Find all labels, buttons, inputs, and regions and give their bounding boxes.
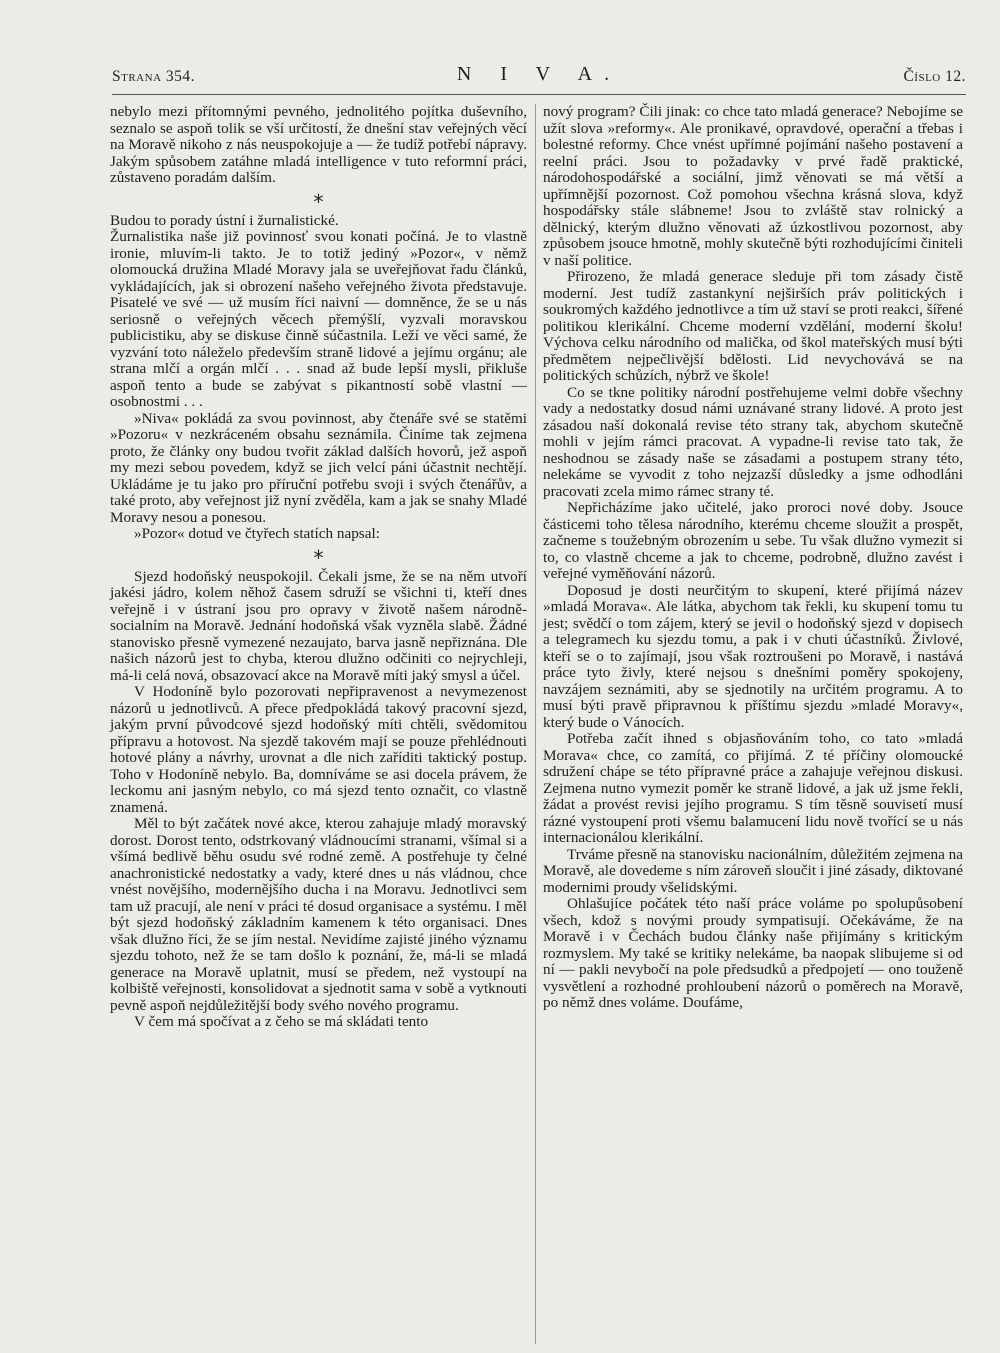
paragraph: Žurnalistika naše již povinnosť svou konati počíná. Je to vlastně ironie, mluvím-li takto. Je to totiž jediný »Pozor«, v němž olomoucká družina Mladé Moravy jala se uveřejňovat řadu článků, vykládajících, jak si obrození našeho veřejného života představuje. Pisatelé ve své — už musím říci naivní — domněnce, že se u nás seriosně o veřejných věcech přemýšlí, vyzvali moravskou publicistiku, aby se diskuse činně súčastnila. Leží ve věci samé, že vyzvání toto náleželo především straně lidové a jejímu orgánu; ale strana mlčí a orgán mlčí . . . snad až bude lepší mysli, přikluše aspoň tento a bude se zabývat s pikantností sobě vlastní — osobnostmi . . . [110, 228, 527, 410]
paragraph: V Hodoníně bylo pozorovati nepřipravenost a nevymezenost názorů u jednotlivců. A přece předpokládá takový pracovní sjezd, jakým první původcové sjezd hodoňský míti chtěli, svědomitou přípravu a hotovost. Na sjezdě takovém mají se pouze přehlédnouti hotové plány a návrhy, urovnat a dle nich zaříditi taktický postup. Toho v Hodoníně nebylo. Ba, domníváme se asi docela právem, že leckomu ani jasným nebylo, co má sjezd tento označit, co vlastně znamená. [110, 683, 527, 816]
section-separator-star: * [313, 189, 324, 214]
right-column [543, 104, 963, 1012]
paragraph: nebylo mezi přítomnými pevného, jednolitého pojítka duševního, seznalo se aspoň tolik se vší určitostí, že dnešní stav veřejných věcí na Moravě nikoho z nás neuspokojuje a — že tudíž potřebí nápravy. Jakým spůsobem zatáhne mladá intelligence v tuto reformní práci, zůstaveno poradám dalším. [110, 103, 527, 186]
paragraph: Nepřicházíme jako učitelé, jako proroci nové doby. Jsouce částicemi toho tělesa národního, kterému chceme sloužit a prospět, začneme s toužebným obrozením u sebe. Tu však dlužno vymezit si to, co vlastně chceme a jak to chceme, podrobně, dlužno zavést i veřejné vyměňování názorů. [543, 499, 963, 582]
paragraph: Ohlašujíce počátek této naší práce voláme po spolupůsobení všech, kdož s novými proudy sympatisují. Očekáváme, že na Moravě i v Čechách budou články naše přijímány s kritickým rozmyslem. My také se kritiky nelekáme, ba naopak slibujeme si od ní — pakli nevybočí na pole předsudků a předpojetí — ono touženě vysvětlení a rozhodné prohloubení názorů o poměrech na Moravě, po němž dnes voláme. Doufáme, [543, 895, 963, 1011]
paragraph: Doposud je dosti neurčitým to skupení, které přijímá název »mladá Morava«. Ale látka, abychom tak řekli, ku skupení tomu tu jest; svědčí o tom zájem, který se jevil o hodoňský sjezd v dopisech a telegramech ku sjezdu tomu, a pak i v chuti účastníků. Živlové, kteří se o to zajímají, jsou však roztroušeni po Moravě, i nastává práce tyto živly, které nejsou s dnešními poměry spokojeny, navzájem seznámiti, aby se sjednotily na určitém programu. A to musí býti pravě připravnou k příštímu sjezdu »mladé Moravy«, který bude o Vánocích. [543, 581, 963, 731]
paragraph: »Niva« pokládá za svou povinnost, aby čtenáře své se statěmi »Pozoru« v nezkráceném obsahu seznámila. Činíme tak zejmena proto, že články ony budou tvořit základ dalších hovorů, jež aspoň my mezi sebou povedem, když se jich velcí páni účastnit nechtějí. Ukládáme je tu jako pro příruční potřebu svoji i svých čtenářův, a také proto, aby veřejnost již nyní zvěděla, kam a jak se snahy Mladé Moravy nesou a ponesou. [110, 409, 527, 526]
paragraph: Trváme přesně na stanovisku nacionálním, důležitém zejmena na Moravě, ale dovedeme s ním zároveň sloučit i jiné zásady, diktované modernimi proudy všelidskými. [543, 845, 963, 896]
paragraph: Co se tkne politiky národní postřehujeme velmi dobře všechny vady a nedostatky dosud námi uznávané strany lidové. A proto jest zásadou naší dokonalá revise této strany tak, abychom skutečně mohli v jejím rámci pracovat. A vypadne-li revise tato tak, že neshodnou se zásady naše se zásadami a postupem strany této, nelekáme se vyvodit z toho nejzazší důsledky a jsme odhodláni pracovati zcela mimo rámec strany té. [543, 383, 963, 500]
paragraph: nový program? Čili jinak: co chce tato mladá generace? Nebojíme se užít slova »reformy«. Ale pronikavé, opravdové, operační a třebas i bolestné reformy. Chce vnést upřímné pojímání našeho postavení a reelní práci. Jsou to požadavky v prvé řadě praktické, národohospodářské a sociální, jimž věnovati se má větší a upřímnější pozornost. Což pomohou všechna krásná slova, když hospodářsky stále slábneme! Jsou to zvláště stav rolnický a dělnický, kterým dlužno věnovati až úzkostlivou pozornost, aby způsobem jsouce hmotně, mohly skutečně býti rozhodujícími činiteli v naší politice. [543, 103, 963, 269]
issue-number: Číslo 12. [903, 68, 966, 85]
column-divider [535, 104, 536, 1344]
paragraph: V čem má spočívat a z čeho se má skládati tento [134, 1013, 429, 1030]
paragraph: Přirozeno, že mladá generace sleduje při tom zásady čistě moderní. Jest tudíž zastankyní nejširších práv politických i soukromých každého jednotlivce a tím už staví se proti reakci, šířené politikou klerikální. Chceme moderní vzdělání, moderní školu! Výchova celku národního od malička, od škol mateřských musí býti předmětem nejpečlivější bdělosti. Lid nevychovává se na politických schůzích, nýbrž ve škole! [543, 268, 963, 384]
paragraph: Potřeba začít ihned s objasňováním toho, co tato »mladá Morava« chce, co zamítá, co přijímá. Z té příčiny olomoucké sdružení chápe se této přípravné práce a zahajuje veřejnou diskusi. Zejmena nutno vymezit poměr ke straně lidové, a jak už jsme řekli, žádat a provést revisi jejího programu. S tím těsně souvisetí musí rázné vystoupení proti všemu balamucení lidu nově tvořící se u nás internacionálou klerikální. [543, 730, 963, 846]
paragraph: Sjezd hodoňský neuspokojil. Čekali jsme, že se na něm utvoří jakési jádro, kolem něhož časem sdruží se všichni ti, kteří dnes veřejně i v ústraní jsou pro opravy v životě našem národně-socialním na Moravě. Jednání hodoňská však vyzněla slabě. Žádné stanovisko přesně vymezené nezaujato, barva jasně nepřiznána. Dle našich názorů jest to chyba, kterou dlužno odčiniti co nejrychleji, má-li celá nová, obsazovací akce na Moravě míti jaký smysl a účel. [110, 567, 527, 684]
section-separator-star: * [313, 545, 324, 570]
page-number: Strana 354. [112, 68, 196, 85]
paragraph: Měl to být začátek nové akce, kterou zahajuje mladý moravský dorost. Dorost tento, odstrkovaný vládnoucími stranami, všímal si a všímá bedlivě běhu osudu své rodné země. A postřehuje ty čelné anachronistické nedostatky a vady, které dnes u nás vládnou, chce vnést novějšího, modernějšího ducha i na Moravu. Jednotlivci sem tam už pracují, ale není v práci té dosud organisace a systému. I měl být sjezd hodoňský základním kamenem k této organisaci. Dnes však dlužno říci, že se jím nestal. Nevidíme zajisté jiného významu sjezdu tohoto, než že se tam došlo k poznání, že, má-li se mladá generace na Moravě uplatnit, musí se předem, než vystoupí na kolbiště veřejnosti, konsolidovat a sjednotit sama v sobě a vytknouti pevně aspoň nejdůležitější body svého nového programu. [110, 815, 527, 1014]
left-column [110, 104, 527, 1031]
paragraph: Budou to porady ústní i žurnalistické. [110, 211, 339, 229]
page-header [112, 58, 966, 95]
paragraph: »Pozor« dotud ve čtyřech statích napsal: [134, 525, 380, 542]
journal-title: N I V A. [456, 63, 622, 85]
